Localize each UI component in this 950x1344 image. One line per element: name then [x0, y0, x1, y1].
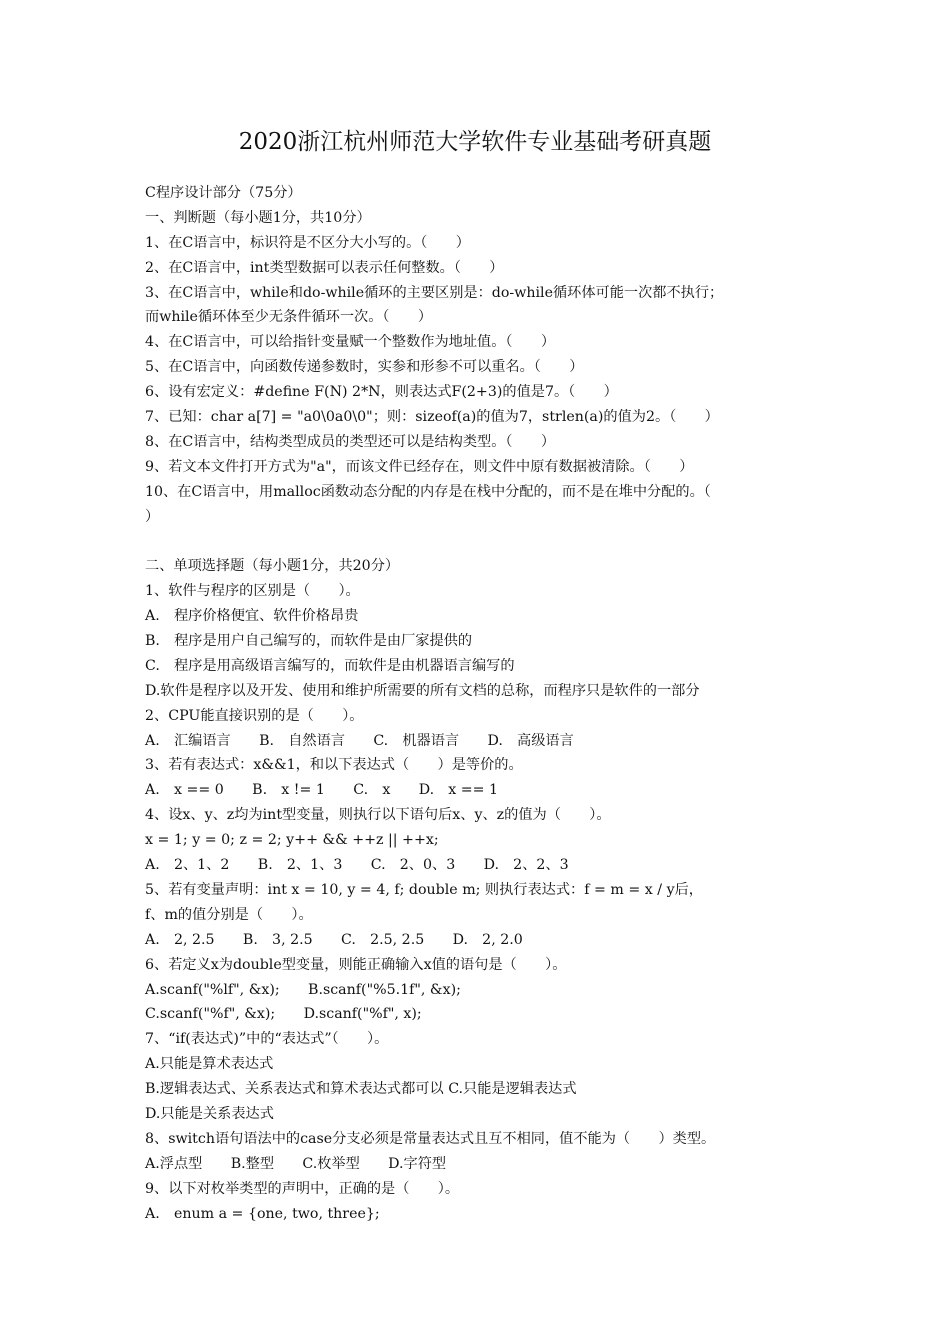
text-line: C.scanf("%f", &x); D.scanf("%f", x); [145, 1006, 422, 1023]
text-line: 1、软件与程序的区别是（ ）。 [145, 583, 360, 600]
blank-line [145, 529, 810, 554]
text-line: 1、在C语言中，标识符是不区分大小写的。（ ） [145, 234, 470, 251]
document-body [145, 181, 810, 1226]
text-line: A. enum a = {one, two, three}; [145, 1205, 380, 1222]
text-line: 5、在C语言中，向函数传递参数时，实参和形参不可以重名。（ ） [145, 359, 584, 376]
text-line: 2、CPU能直接识别的是（ ）。 [145, 707, 364, 724]
text-line: 3、在C语言中，while和do-while循环的主要区别是：do-while循环体可能一次都不执行； [145, 284, 724, 301]
text-line: D.只能是关系表达式 [145, 1105, 274, 1122]
text-line: 5、若有变量声明：int x = 10, y = 4, f; double m; 则执行表达式：f = m = x / y后， [145, 881, 703, 898]
text-line: 一、判断题（每小题1分，共10分） [145, 209, 371, 226]
text-line: 4、在C语言中，可以给指针变量赋一个整数作为地址值。（ ） [145, 334, 556, 351]
text-line: A. 汇编语言 B. 自然语言 C. 机器语言 D. 高级语言 [145, 732, 574, 749]
text-line: A. 程序价格便宜、软件价格昂贵 [145, 608, 359, 625]
text-line: 二、单项选择题（每小题1分，共20分） [145, 558, 400, 575]
text-line: 7、“if(表达式)”中的“表达式”（ ）。 [145, 1031, 389, 1048]
page-title: 2020浙江杭州师范大学软件专业基础考研真题 [238, 129, 712, 155]
text-line: 9、以下对枚举类型的声明中，正确的是（ ）。 [145, 1180, 460, 1197]
text-line: 2、在C语言中，int类型数据可以表示任何整数。（ ） [145, 259, 504, 276]
text-line: 9、若文本文件打开方式为"a"，而该文件已经存在，则文件中原有数据被清除。（ ） [145, 458, 694, 475]
text-line: A. x == 0 B. x != 1 C. x D. x == 1 [145, 782, 499, 799]
text-line: 7、已知：char a[7] = "a0\0a0\0"；则：sizeof(a)的值为7，strlen(a)的值为2。（ ） [145, 409, 719, 426]
text-line: 8、在C语言中，结构类型成员的类型还可以是结构类型。（ ） [145, 433, 556, 450]
text-line: f、m的值分别是（ ）。 [145, 906, 313, 923]
text-line: A.浮点型 B.整型 C.枚举型 D.字符型 [145, 1155, 447, 1172]
text-line: A. 2、1、2 B. 2、1、3 C. 2、0、3 D. 2、2、3 [145, 857, 569, 874]
text-line: 3、若有表达式：x&&1，和以下表达式（ ）是等价的。 [145, 757, 523, 774]
text-line: B.逻辑表达式、关系表达式和算术表达式都可以 C.只能是逻辑表达式 [145, 1081, 577, 1098]
text-line: C. 程序是用高级语言编写的，而软件是由机器语言编写的 [145, 657, 515, 674]
text-line: 而while循环体至少无条件循环一次。（ ） [145, 309, 433, 326]
text-line: A.scanf("%lf", &x); B.scanf("%5.1f", &x); [145, 981, 461, 998]
text-line: 6、设有宏定义：#define F(N) 2*N，则表达式F(2+3)的值是7。（ ） [145, 384, 618, 401]
text-line: 8、switch语句语法中的case分支必须是常量表达式且互不相同，值不能为（ ）类型。 [145, 1130, 716, 1147]
text-line: x = 1; y = 0; z = 2; y++ && ++z || ++x; [145, 832, 439, 849]
text-line: 10、在C语言中，用malloc函数动态分配的内存是在栈中分配的，而不是在堆中分配的。（ [145, 483, 711, 500]
text-line: D.软件是程序以及开发、使用和维护所需要的所有文档的总称，而程序只是软件的一部分 [145, 682, 700, 699]
text-line: B. 程序是用户自己编写的，而软件是由厂家提供的 [145, 633, 473, 650]
text-line: 6、若定义x为double型变量，则能正确输入x值的语句是（ ）。 [145, 956, 567, 973]
text-line: A.只能是算术表达式 [145, 1056, 274, 1073]
text-line: A. 2, 2.5 B. 3, 2.5 C. 2.5, 2.5 D. 2, 2.0 [145, 931, 523, 948]
text-line: 4、设x、y、z均为int型变量，则执行以下语句后x、y、z的值为（ ）。 [145, 807, 611, 824]
text-line: ） [145, 508, 160, 525]
text-line: C程序设计部分（75分） [145, 185, 302, 201]
